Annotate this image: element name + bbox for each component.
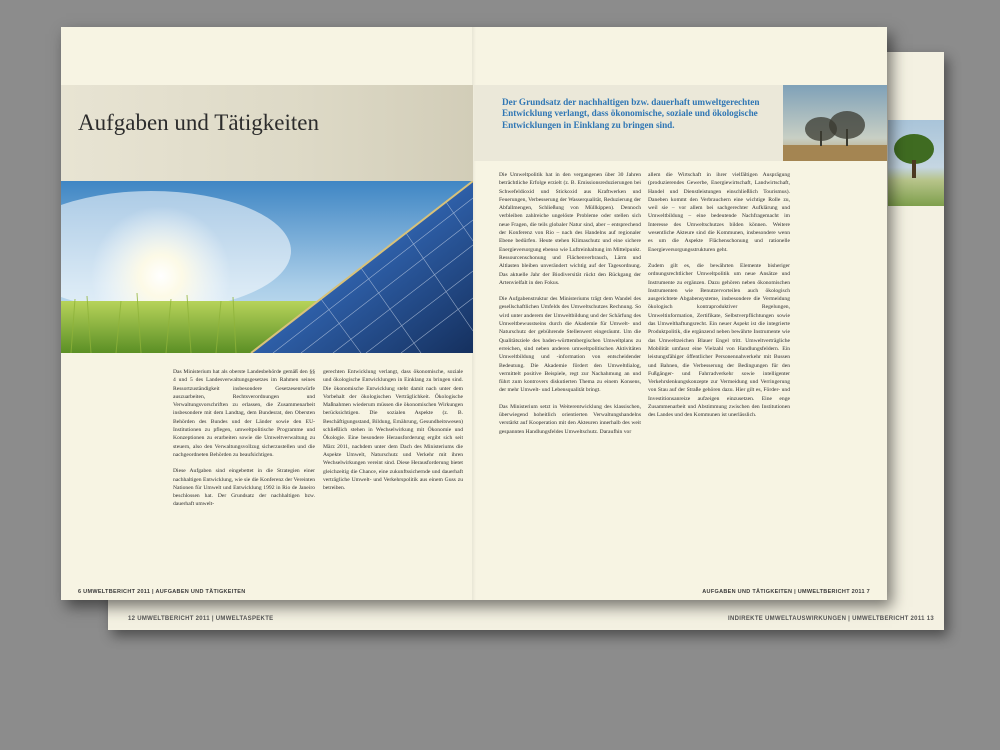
paragraph: Die Aufgabenstruktur des Ministeriums trägt dem Wandel des gesellschaftlichen Umfelds des Umweltschutzes Rechnung. So wird unter anderem der Umweltbildung und der Schärfung des Umweltbewusstseins durch die Akademie für Umwelt- und Naturschutz der gebührende Stellenwert eingeräumt. Um die Qualitätsziele des baden-württembergischen Umweltplans zu erreichen, sind neben anderen umweltpolitischen Aktivitäten Umweltbildung und -information von entscheidender Bedeutung. Die Akademie fördert den Umweltdialog, vermittelt positive Beispiele, regt zur Nachahmung an und führt zum kontrovers diskutierten Thema zu einem Konsens, der mehr Umwelt- und Lebensqualität bringt. xyxy=(499,296,641,394)
paragraph: Diese Aufgaben sind eingebettet in die Strategien einer nachhaltigen Entwicklung, wie sie die Konferenz der Vereinten Nationen für Umwelt und Entwicklung 1992 in Rio de Janeiro beschlossen hat. Der Grundsatz der nachhaltigen bzw. dauerhaft umwelt- xyxy=(173,468,315,508)
trees-landscape-photo xyxy=(783,85,887,161)
paragraph: allem die Wirtschaft in ihrer vielfältigen Ausprägung (produzierendes Gewerbe, Energiewirtschaft, Landwirtschaft, Handel und Dienstleistungen einschließlich Tourismus). Daneben kommt den Verbrauchern eine wichtige Rolle zu, weil sie – vor allem bei sachgerechter Aufklärung und Umweltbildung – eine bedeutende Nachfragemacht im Interesse des Umweltschutzes bilden können. Weitere wesentliche Akteure sind die Kommunen, insbesondere wenn es um die Aspekte Flächenschonung und rationelle Energieversorgungsstrukturen geht. xyxy=(648,172,790,253)
right-page-footer: AUFGABEN UND TÄTIGKEITEN | UMWELTBERICHT 2011 7 xyxy=(702,589,870,595)
text-column-2 xyxy=(323,368,463,500)
paragraph: gerechten Entwicklung verlangt, dass ökonomische, soziale und ökologische Entwicklungen in Einklang zu bringen sind. Die ökonomische Entwicklung steht damit nach unter dem Vorbehalt der ökologischen Verträglichkeit. Ökologische Maßnahmen wiederum müssen die ökonomischen Wirkungen berücksichtigen. Die sozialen Aspekte (z. B. Beschäftigungsstand, Bildung, Ernährung, Gesundheitswesen) schließlich stehen in Wechselwirkung mit Ökonomie und Ökologie. Eine besondere Herausforderung ergibt sich seit März 2011, nachdem unter dem Dach des Ministeriums die Aspekte Umwelt, Naturschutz und Verkehr mit ihren Wechselwirkungen vereint sind. Diese Herausforderung bietet gleichzeitig die Chance, eine zukunftssichernde und dauerhaft verträgliche Umwelt- und Verkehrspolitik aus einem Guss zu betreiben. xyxy=(323,369,463,492)
title-band xyxy=(61,85,473,185)
paragraph: Zudem gilt es, die bewährten Elemente bisheriger ordnungsrechtlicher Umweltpolitik um neue Ansätze und Instrumente zu ergänzen. Dazu gehören neben ökonomischen Instrumenten wie Benutzervorteilen auch ökologisch ausgerichtete Abgabensysteme, insbesondere die Vermeidung ökologisch kontraproduktiver Regelungen, Umweltinformation, Zertifikate, Selbstverpflichtungen sowie das Umwelthaftungsrecht. Ein neuer Aspekt ist die integrierte Produktpolitik, die ergänzend neben bewährte Instrumente wie das Umweltzeichen Blauer Engel tritt. Umweltverträgliche Mobilität umfasst eine Vielzahl von Handlungsfeldern. Ein leistungsfähiger öffentlicher Personennahverkehr mit Bussen und Bahnen, die Verbesserung der Bedingungen für den Fußgänger- und Fahrradverkehr sowie intelligenter Verkehrslenkungskonzepte zur Vermeidung und Verringerung von Stau auf der Straße gehören dazu. Hier gilt es, Förder- und Investitionsanreize aufzeigen einzusetzen. Eine enge Zusammenarbeit und Abstimmung zwischen den Institutionen des Landes und den Kommunen ist unerlässlich. xyxy=(648,262,790,419)
paragraph: Die Umweltpolitik hat in den vergangenen über 30 Jahren beträchtliche Erfolge erzielt (z. B. Emissionsreduzierungen bei Schwefeldioxid und Stickoxid aus Kraftwerken und Feuerungen, Verbesserung der Wasserqualität, Reduzierung der Abfallmengen, Schließung von Müllkippen). Dennoch verbleiben zahlreiche ungelöste Probleme oder stellen sich neue Fragen, die teils globaler Natur sind, aber – entsprechend der Konferenz von Rio – nach des Handelns auf regionaler Ebene bedürfen. Heute stehen Klimaschutz und eine sichere Energieversorgung ebenso wie Luftreinhaltung im Mittelpunkt. Ressourcenschonung und Flächenverbrauch, Lärm und Altlasten bleiben unverändert wichtig auf der Tagesordnung. Das aktuelle Jahr der Biodiversität rückt den Rückgang der Artenvielfalt in den Fokus. xyxy=(499,172,641,286)
solar-panel-photo xyxy=(61,181,473,353)
paragraph: Das Ministerium setzt in Weiterentwicklung des klassischen, überwiegend hoheitlich orientierten Verwaltungshandelns verstärkt auf Kooperation mit den Akteuren innerhalb des weit gespannten Handlungsfeldes Umweltschutz. Daraufhin vor xyxy=(499,403,641,435)
page-title: Aufgaben und Tätigkeiten xyxy=(78,110,320,135)
front-brochure-spread xyxy=(61,27,887,600)
back-right-footer: INDIREKTE UMWELTAUSWIRKUNGEN | UMWELTBERICHT 2011 13 xyxy=(728,616,934,622)
tree-landscape-photo xyxy=(888,120,944,206)
pull-quote: Der Grundsatz der nachhaltigen bzw. dauerhaft umweltgerechten Entwicklung verlangt, dass ökonomische, soziale und ökologische Entwicklungen in Einklang zu bringen sind. xyxy=(502,97,760,130)
quote-band xyxy=(474,85,783,161)
left-page-footer: 6 UMWELTBERICHT 2011 | AUFGABEN UND TÄTIGKEITEN xyxy=(78,589,246,595)
paragraph: Das Ministerium hat als oberste Landesbehörde gemäß den §§ 4 und 5 des Landesverwaltungsgesetzes im Rahmen seines Ressortzuständigkeit insbesondere Gesetzesentwürfe auszuarbeiten, Rechtsverordnungen und Verwaltungsvorschriften zu erlassen, die Zusammenarbeit insbesondere mit dem Landtag, dem Bundesrat, den Obersten Behörden des Bundes und der Länder sowie den EU-Institutionen zu pflegen, umweltpolitische Programme und Konzeptionen zu erarbeiten sowie die Umweltverwaltung zu steuern, also den Verwaltungsvollzug sicherzustellen und die nachgeordneten Behörden zu beaufsichtigen. xyxy=(173,369,315,458)
back-left-footer: 12 UMWELTBERICHT 2011 | UMWELTASPEKTE xyxy=(128,616,274,622)
text-column-3 xyxy=(499,171,641,444)
text-column-4 xyxy=(648,171,790,428)
text-column-1 xyxy=(173,368,315,517)
